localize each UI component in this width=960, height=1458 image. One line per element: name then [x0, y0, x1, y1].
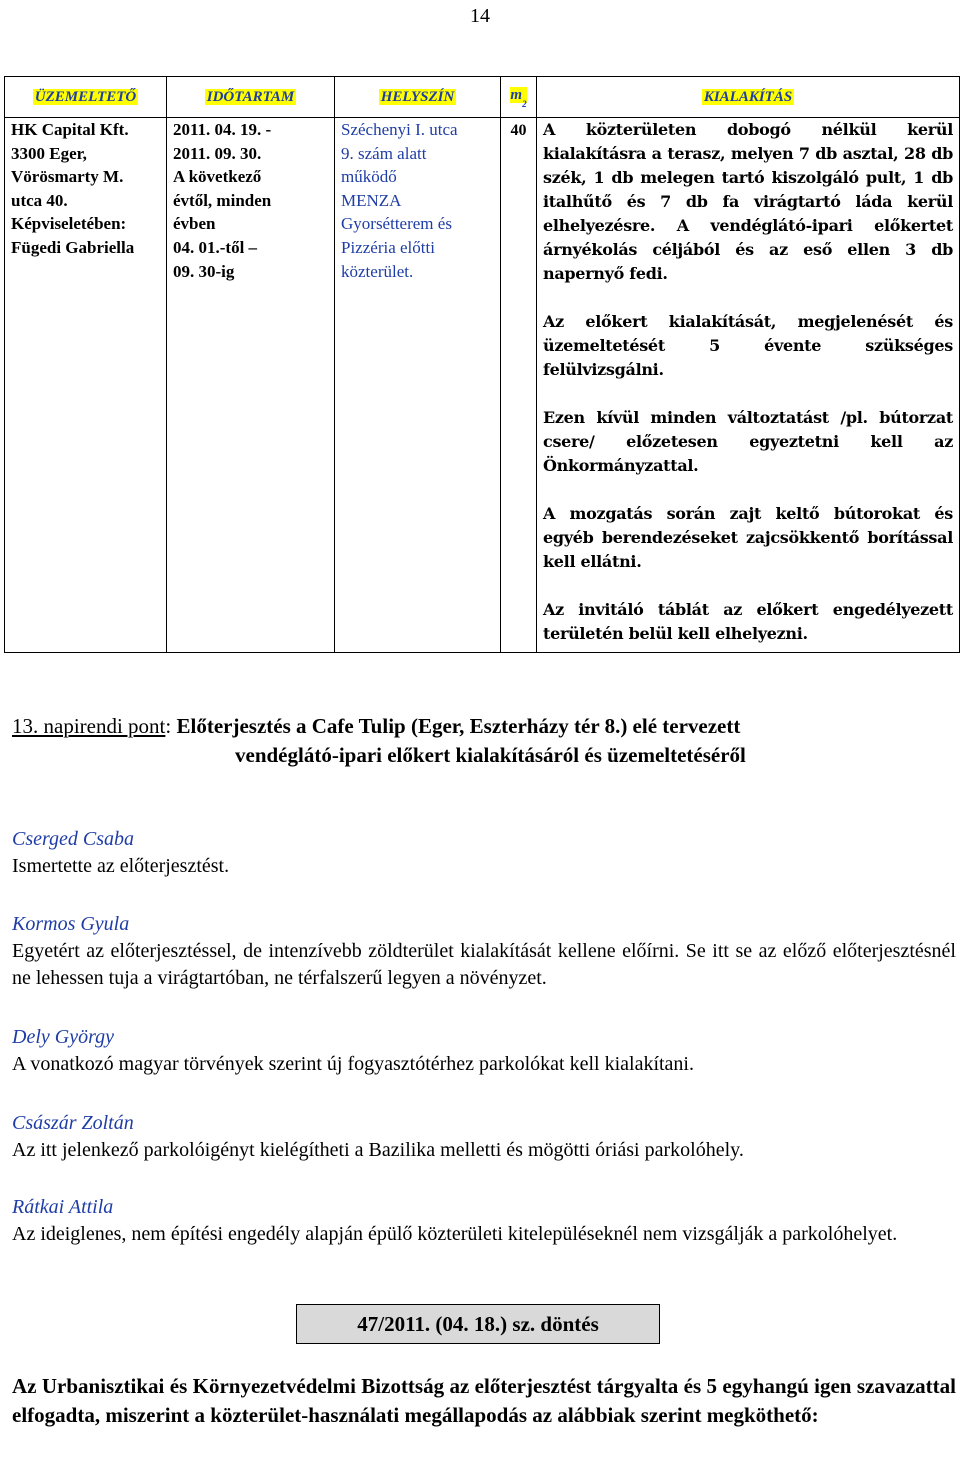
header-layout: KIALAKÍTÁS: [703, 89, 793, 105]
operator-cell: HK Capital Kft. 3300 Eger, Vörösmarty M. utca 40. Képviseletében: Fügedi Gabriella: [5, 118, 167, 653]
agenda-title-line1: Előterjesztés a Cafe Tulip (Eger, Eszterházy tér 8.) elé tervezett: [176, 714, 741, 738]
decision-text: Az Urbanisztikai és Környezetvédelmi Bizottság az előterjesztést tárgyalta és 5 egyhangú igen szavazattal elfogadta, miszerint a közterület-használati megállapodás az alábbiak szerint megköthető:: [12, 1374, 956, 1427]
decision-box: 47/2011. (04. 18.) sz. döntés: [296, 1304, 660, 1344]
speaker-text: Ismertette az előterjesztést.: [12, 855, 230, 877]
agenda-title-line2: vendéglátó-ipari előkert kialakításáról és üzemeltetéséről: [235, 743, 746, 767]
speaker-text: Az ideiglenes, nem építési engedély alapján épülő közterületi kitelepüléseknél nem vizsgálják a parkolóhelyet.: [12, 1223, 898, 1245]
duration-cell: 2011. 04. 19. - 2011. 09. 30. A következő évtől, minden évben 04. 01.-től – 09. 30-ig: [167, 118, 335, 653]
discussion-entry: [12, 826, 956, 880]
area-cell: 40: [501, 118, 537, 653]
header-duration: IDŐTARTAM: [206, 89, 295, 105]
layout-cell: [537, 118, 960, 653]
agenda-heading: 13. napirendi pont: Előterjesztés a Cafe Tulip (Eger, Eszterházy tér 8.) elé tervezett vendéglátó-ipari előkert kialakításáról és üzemeltetéséről: [12, 714, 746, 767]
speaker-text: A vonatkozó magyar törvények szerint új fogyasztótérhez parkolókat kell kialakítani.: [12, 1053, 694, 1075]
speaker-name: Császár Zoltán: [12, 1112, 134, 1134]
discussion-entry: [12, 1110, 956, 1164]
table-header-row: [5, 77, 960, 118]
speaker-text: Egyetért az előterjesztéssel, de intenzívebb zöldterület kialakítását kellene előírni. Se itt se az előző előterjesztésnél ne lehessen tuja a virágtartóban, ne térfalszerű legyen a növényzet.: [12, 940, 956, 989]
permit-table: [4, 76, 960, 653]
table-row: [5, 118, 960, 653]
layout-paragraph: Ezen kívül minden változtatást /pl. bútorzat csere/ előzetesen egyeztetni kell az Önkormányzattal.: [543, 408, 953, 475]
layout-paragraph: Az invitáló táblát az előkert engedélyezett területén belül kell elhelyezni.: [543, 600, 953, 643]
speaker-name: Cserged Csaba: [12, 828, 135, 850]
location-cell: Széchenyi I. utca 9. szám alatt működő MENZA Gyorsétterem és Pizzéria előtti közterület.: [335, 118, 501, 653]
speaker-text: Az itt jelenkező parkolóigényt kielégítheti a Bazilika melletti és mögötti óriási parkolóhely.: [12, 1139, 744, 1161]
layout-paragraph: A mozgatás során zajt keltő bútorokat és egyéb berendezéseket zajcsökkentő borítással kell ellátni.: [543, 504, 953, 571]
speaker-name: Dely György: [12, 1026, 114, 1048]
discussion-entry: [12, 1194, 956, 1248]
discussion-entry: [12, 1024, 956, 1078]
layout-paragraph: A közterületen dobogó nélkül kerül kialakításra a terasz, melyen 7 db asztal, 28 db szék, 1 db melegen tartó kiszolgáló pult, 1 db italhűtő és 7 db fa virágtartó láda kerül elhelyezésre. A vendéglátó-ipari előkertet árnyékolás céljából és az eső ellen 3 db napernyő fedi.: [543, 120, 953, 283]
header-location: HELYSZÍN: [380, 89, 455, 105]
header-area: $m_2$: [510, 86, 527, 109]
speaker-name: Kormos Gyula: [12, 913, 130, 935]
page-number: 14: [470, 5, 490, 27]
agenda-number: 13. napirendi pont: [12, 714, 166, 738]
discussion-entry: [12, 911, 956, 992]
speaker-name: Rátkai Attila: [12, 1196, 114, 1218]
header-operator: ÜZEMELTETŐ: [34, 89, 137, 105]
layout-paragraph: Az előkert kialakítását, megjelenését és üzemeltetését 5 évente szükséges felülvizsgálni.: [543, 312, 953, 379]
